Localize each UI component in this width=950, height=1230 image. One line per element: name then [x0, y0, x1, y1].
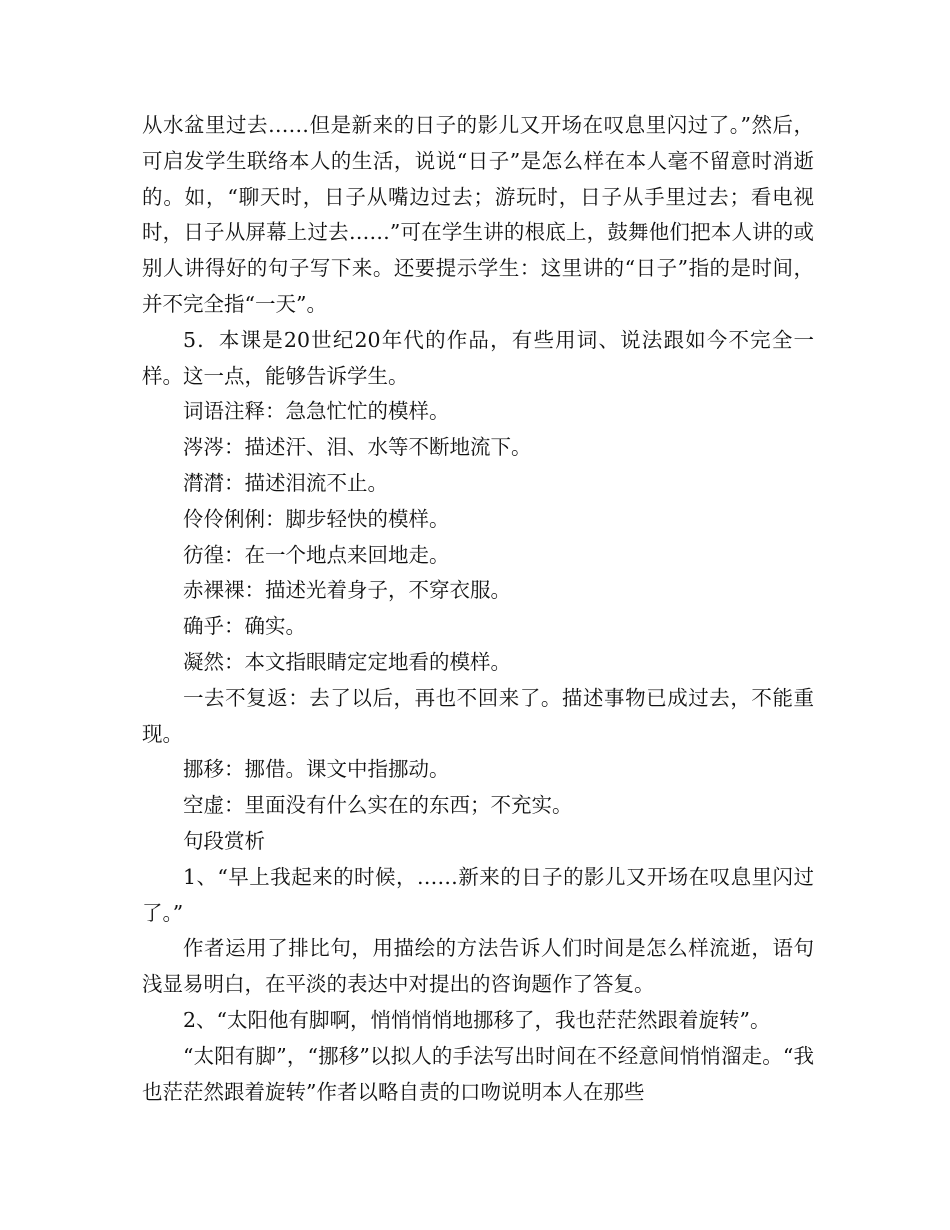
paragraph-vocab-yiqubufufan: 一去不复返：去了以后，再也不回来了。描述事物已成过去，不能重现。 [142, 685, 814, 746]
paragraph-analysis-1-quote: 1、“早上我起来的时候，……新来的日子的影儿又开场在叹息里闪过了。” [142, 864, 814, 925]
paragraph-analysis-2-quote: 2、“太阳他有脚啊，悄悄悄悄地挪移了，我也茫茫然跟着旋转”。 [183, 1007, 771, 1032]
document-body [142, 108, 814, 1110]
paragraph-vocab-cencen: 涔涔：描述汗、泪、水等不断地流下。 [183, 435, 532, 460]
paragraph-vocab-shanshan: 潸潸：描述泪流不止。 [183, 470, 388, 495]
paragraph-vocab-chiluoluo: 赤裸裸：描述光着身子，不穿衣服。 [183, 578, 511, 603]
paragraph-vocab-panghuang: 彷徨：在一个地点来回地走。 [183, 542, 450, 567]
paragraph-vocab-ningran: 凝然：本文指眼睛定定地看的模样。 [183, 649, 511, 674]
paragraph-vocab-quehu: 确乎：确实。 [183, 614, 306, 639]
paragraph-vocab-linglingli: 伶伶俐俐：脚步轻快的模样。 [183, 506, 450, 531]
paragraph-vocab-kongxu: 空虚：里面没有什么实在的东西；不充实。 [183, 793, 573, 818]
paragraph-vocab-nuoyi: 挪移：挪借。课文中指挪动。 [183, 757, 450, 782]
paragraph-vocab-intro: 词语注释：急急忙忙的模样。 [183, 399, 450, 424]
paragraph-continuation: 从水盆里过去……但是新来的日子的影儿又开场在叹息里闪过了。”然后，可启发学生联络本人的生活，说说“日子”是怎么样在本人毫不留意时消逝的。如，“聊天时，日子从嘴边过去；游玩时，日子从手里过去；看电视时，日子从屏幕上过去……”可在学生讲的根底上，鼓舞他们把本人讲的或别人讲得好的句子写下来。还要提示学生：这里讲的“日子”指的是时间，并不完全指“一天”。 [142, 113, 814, 316]
paragraph-analysis-2-comment: “太阳有脚”，“挪移”以拟人的手法写出时间在不经意间悄悄溜走。“我也茫茫然跟着旋转”作者以略自责的口吻说明本人在那些 [142, 1043, 814, 1104]
section-heading-analysis: 句段赏析 [183, 828, 265, 853]
paragraph-analysis-1-comment: 作者运用了排比句，用描绘的方法告诉人们时间是怎么样流逝，语句浅显易明白，在平淡的表达中对提出的咨询题作了答复。 [142, 936, 814, 997]
paragraph-item-5: 5．本课是20世纪20年代的作品，有些用词、说法跟如今不完全一样。这一点，能够告诉学生。 [142, 327, 814, 388]
